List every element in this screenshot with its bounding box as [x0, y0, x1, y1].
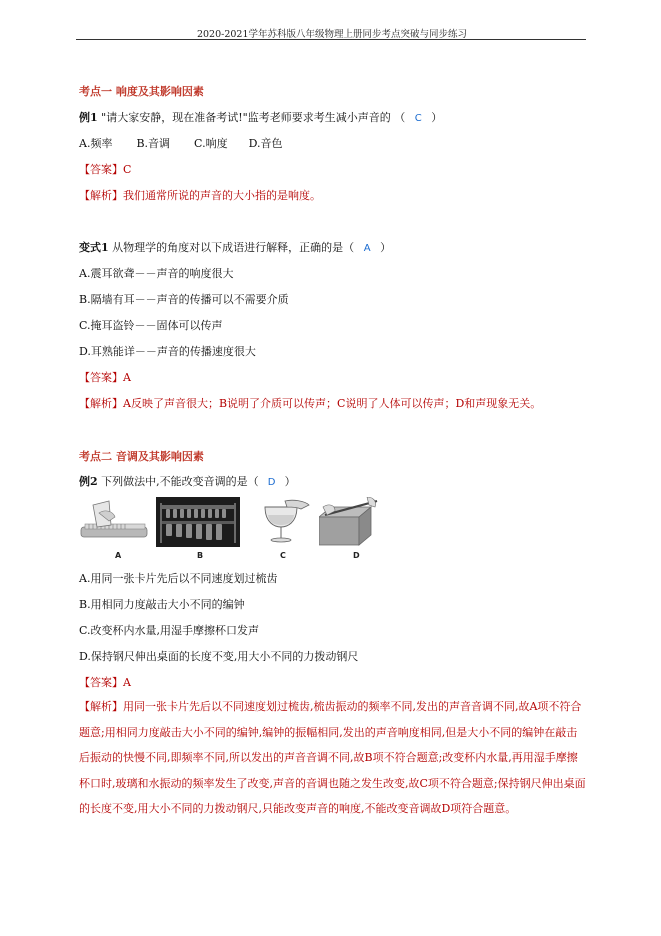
example-1-analysis-text: 我们通常所说的声音的大小指的是响度。 [123, 189, 321, 202]
variant-1-bracket-close: ） [380, 241, 392, 254]
figure-d-label: D [353, 551, 360, 560]
example-1-analysis-label: 【解析】 [79, 189, 123, 202]
example-2-figures [79, 497, 379, 565]
example-1-answer [79, 163, 131, 177]
variant-1-option-d: D.耳熟能详－－声音的传播速度很大 [79, 345, 256, 358]
example-1-option-b: B.音调 [136, 137, 171, 150]
example-1-bracket-close: ） [431, 111, 443, 124]
example-1-answer-label: 【答案】 [79, 163, 123, 176]
figure-c-label: C [280, 551, 286, 560]
variant-1-analysis [79, 397, 541, 411]
example-2-option-b: B.用相同力度敲击大小不同的编钟 [79, 598, 245, 611]
figure-a-label: A [115, 551, 122, 560]
variant-1-option-a: A.震耳欲聋－－声音的响度很大 [79, 267, 234, 280]
example-2-label: 例2 [79, 475, 98, 488]
example-1-answer-value: C [123, 163, 132, 176]
example-2-option-c: C.改变杯内水量,用湿手摩擦杯口发声 [79, 624, 260, 637]
variant-1-question [79, 241, 391, 256]
example-1-question [79, 111, 442, 126]
variant-1-answer [79, 371, 131, 385]
example-2-question [79, 475, 296, 490]
page-header: 2020-2021学年苏科版八年级物理上册同步考点突破与同步练习 [196, 29, 468, 40]
section-1-title: 考点一 响度及其影响因素 [79, 85, 204, 98]
example-2-answer [79, 676, 131, 690]
example-1-option-a: A.频率 [79, 137, 113, 150]
example-2-option-a: A.用同一张卡片先后以不同速度划过梳齿 [79, 572, 278, 585]
example-1-bracket-open: （ [394, 111, 406, 124]
example-1-label: 例1 [79, 111, 98, 124]
example-2-answer-value: A [123, 676, 131, 689]
section-2-title: 考点二 音调及其影响因素 [79, 450, 204, 463]
variant-1-answer-label: 【答案】 [79, 371, 123, 384]
variant-1-label: 变式1 [79, 241, 109, 254]
example-2-analysis-label: 【解析】 [79, 700, 123, 713]
example-2-bracket-close: ） [284, 475, 296, 488]
example-1-analysis [79, 189, 321, 203]
figure-a-comb-card [79, 497, 151, 547]
example-1-question-text: "请大家安静，现在准备考试!"监考老师要求考生减小声音的 [101, 111, 391, 124]
variant-1-question-text: 从物理学的角度对以下成语进行解释，正确的是（ [112, 241, 355, 254]
example-1-options [79, 137, 283, 151]
variant-1-answer-value: A [123, 371, 131, 384]
header-rule [76, 39, 586, 40]
variant-1-answer-mark: A [363, 243, 371, 254]
figure-c-wine-glass [257, 497, 315, 547]
example-2-option-d: D.保持钢尺伸出桌面的长度不变,用大小不同的力拨动钢尺 [79, 650, 359, 663]
figure-d-ruler-desk [319, 497, 379, 547]
variant-1-option-c: C.掩耳盗铃－－固体可以传声 [79, 319, 223, 332]
example-2-answer-mark: D [267, 477, 276, 488]
example-1-answer-mark: C [414, 113, 422, 124]
example-1-option-d: D.音色 [248, 137, 283, 150]
example-2-analysis-text: 用同一张卡片先后以不同速度划过梳齿,梳齿振动的频率不同,发出的声音音调不同,故A项不符合题意;用相同力度敲击大小不同的编钟,编钟的振幅相同,发出的声音响度相同,但是大小不同的编钟在敲击后振动的快慢不同,即频率不同,所以发出的声音音调不同,故B项不符合题意;改变杯内水量,再用湿手摩擦杯口时,玻璃和水振动的频率发生了改变,声音的音调也随之发生改变,故C项不符合题意;保持钢尺伸出桌面的长度不变,用大小不同的力拨动钢尺,只能改变声音的响度,不能改变音调故D项符合题意。 [79, 700, 586, 816]
figure-b-label: B [197, 551, 204, 560]
example-2-question-text: 下列做法中,不能改变音调的是（ [101, 475, 259, 488]
example-2-analysis [79, 694, 587, 822]
example-1-option-c: C.响度 [194, 137, 228, 150]
variant-1-analysis-label: 【解析】 [79, 397, 123, 410]
figure-b-chime-bells [156, 497, 240, 547]
variant-1-option-b: B.隔墙有耳－－声音的传播可以不需要介质 [79, 293, 289, 306]
variant-1-analysis-text: A反映了声音很大；B说明了介质可以传声；C说明了人体可以传声；D和声现象无关。 [123, 397, 542, 410]
example-2-answer-label: 【答案】 [79, 676, 123, 689]
